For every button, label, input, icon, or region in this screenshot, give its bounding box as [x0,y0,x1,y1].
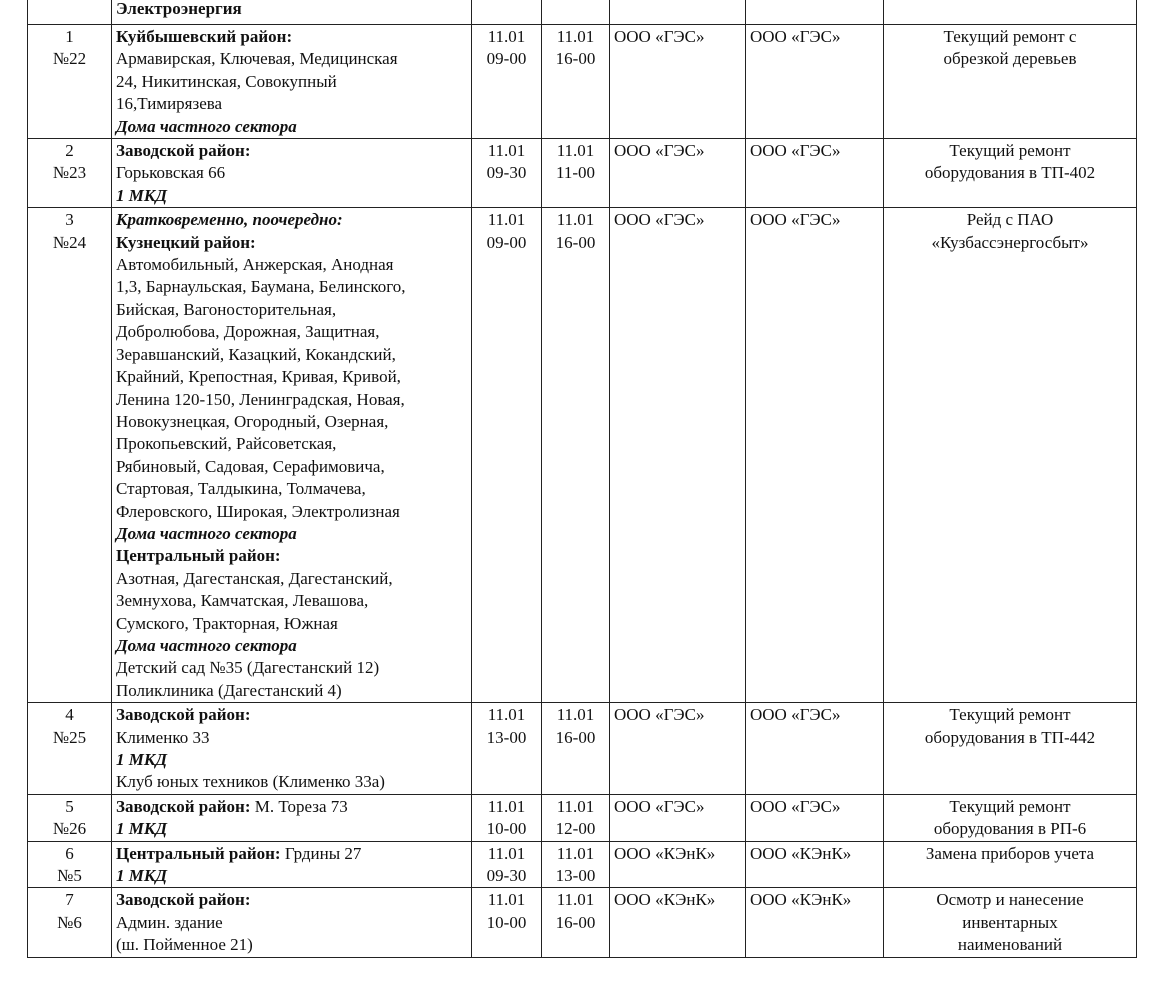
address-line [116,411,467,433]
end-cell [542,139,610,208]
responsible-cell [746,794,884,841]
end-time: 16-00 [555,912,596,932]
address-line [116,613,467,635]
address-text: Админ. здание [116,912,223,932]
address-line [116,771,467,793]
address-line [116,321,467,343]
address-line [116,254,467,276]
address-line [116,433,467,455]
address-line [116,865,467,887]
reason-cell [884,208,1137,703]
reason-line: оборудования в РП-6 [933,819,1087,839]
section-empty-cell [884,0,1137,25]
address-text: Горьковская 66 [116,163,226,183]
row-number-cell [28,139,112,208]
address-cell [112,25,472,139]
district-label: Заводской район: [116,705,251,725]
address-line [116,680,467,702]
organization: ООО «ГЭС» [614,210,705,230]
district-label: Кузнецкий район: [116,232,256,252]
end-time: 11-00 [555,163,596,183]
responsible: ООО «ГЭС» [750,141,841,161]
address-text: Зеравшанский, Казацкий, Кокандский, [116,344,396,364]
address-text: 24, Никитинская, Совокупный [116,71,337,91]
address-text: Ленина 120-150, Ленинградская, Новая, [116,389,405,409]
address-cell [112,888,472,957]
district-label: Заводской район: [116,141,251,161]
start-time: 09-30 [486,866,527,886]
start-cell [472,208,542,703]
address-line [116,749,467,771]
end-cell [542,794,610,841]
start-cell [472,794,542,841]
address-cell [112,703,472,795]
start-cell [472,139,542,208]
address-line [116,704,467,726]
responsible-cell [746,139,884,208]
row-code: №22 [52,49,87,69]
address-text: Рябиновый, Садовая, Серафимовича, [116,456,385,476]
reason-line: Замена приборов учета [925,843,1095,863]
note-label: Кратковременно, поочередно: [116,210,343,230]
row-code: №5 [57,866,82,886]
address-line [116,727,467,749]
address-line [116,843,467,865]
table-row [28,888,1137,957]
address-line [116,366,467,388]
start-cell [472,841,542,888]
start-time: 09-00 [486,232,527,252]
end-cell [542,703,610,795]
responsible: ООО «ГЭС» [750,796,841,816]
organization-cell [610,794,746,841]
address-text: Новокузнецкая, Огородный, Озерная, [116,411,389,431]
reason-cell [884,888,1137,957]
reason-line: наименований [957,935,1063,955]
address-text: Бийская, Вагоносторительная, [116,299,337,319]
note-label: Дома частного сектора [116,116,297,136]
section-empty-cell [542,0,610,25]
table-body [28,0,1137,957]
address-text: Крайний, Крепостная, Кривая, Кривой, [116,367,401,387]
responsible-cell [746,703,884,795]
start-cell [472,888,542,957]
row-number-cell [28,703,112,795]
address-text: Грдины 27 [280,843,362,863]
address-text: Азотная, Дагестанская, Дагестанский, [116,568,393,588]
address-text: Добролюбова, Дорожная, Защитная, [116,322,380,342]
section-empty-cell [746,0,884,25]
end-date: 11.01 [556,210,595,230]
row-code: №24 [52,232,87,252]
start-date: 11.01 [487,796,526,816]
address-line [116,501,467,523]
address-line [116,116,467,138]
responsible: ООО «КЭнК» [750,890,852,910]
address-line [116,299,467,321]
reason-cell [884,25,1137,139]
reason-line: Осмотр и нанесение [936,890,1084,910]
address-line [116,344,467,366]
address-line [116,478,467,500]
row-number-cell [28,888,112,957]
address-cell [112,794,472,841]
address-line [116,48,467,70]
reason-line: Текущий ремонт [949,705,1071,725]
organization-cell [610,139,746,208]
note-label: Дома частного сектора [116,635,297,655]
end-date: 11.01 [556,27,595,46]
organization: ООО «ГЭС» [614,141,705,161]
note-label: 1 МКД [116,185,168,205]
address-text: Сумского, Тракторная, Южная [116,613,338,633]
address-line [116,590,467,612]
section-num-cell [28,0,112,25]
address-line [116,71,467,93]
address-line [116,456,467,478]
reason-line: Текущий ремонт с [943,27,1077,46]
start-cell [472,703,542,795]
row-code: №25 [52,727,87,747]
reason-cell [884,794,1137,841]
end-date: 11.01 [556,796,595,816]
reason-cell [884,841,1137,888]
end-date: 11.01 [556,843,595,863]
organization: ООО «КЭнК» [614,890,716,910]
end-cell [542,888,610,957]
row-number-cell [28,208,112,703]
organization: ООО «КЭнК» [614,843,716,863]
section-empty-cell [610,0,746,25]
table-row [28,703,1137,795]
district-label: Заводской район: [116,890,251,910]
responsible: ООО «ГЭС» [750,705,841,725]
district-label: Центральный район: [116,546,281,566]
address-text: Армавирская, Ключевая, Медицинская [116,49,398,69]
address-text: М. Тореза 73 [250,796,348,816]
address-line [116,389,467,411]
note-label: 1 МКД [116,750,168,769]
responsible-cell [746,208,884,703]
address-line [116,185,467,207]
organization-cell [610,208,746,703]
end-time: 12-00 [555,819,596,839]
row-number: 1 [65,27,74,46]
responsible-cell [746,841,884,888]
address-cell [112,139,472,208]
address-text: Детский сад №35 (Дагестанский 12) [116,658,380,678]
organization: ООО «ГЭС» [614,705,705,725]
end-date: 11.01 [556,141,595,161]
start-time: 09-00 [486,49,527,69]
row-code: №26 [52,819,87,839]
end-cell [542,208,610,703]
row-number: 4 [65,705,74,725]
end-date: 11.01 [556,890,595,910]
row-number: 2 [65,141,74,161]
row-number: 3 [65,210,74,230]
row-number: 7 [65,890,74,910]
organization-cell [610,703,746,795]
responsible-cell [746,25,884,139]
address-line [116,209,467,231]
address-text: Клуб юных техников (Клименко 33а) [116,772,385,792]
address-line [116,93,467,115]
start-date: 11.01 [487,705,526,725]
row-code: №6 [57,912,82,932]
address-line [116,232,467,254]
section-title: Электроэнергия [112,0,472,25]
address-line [116,934,467,956]
organization-cell [610,888,746,957]
reason-cell [884,703,1137,795]
end-time: 16-00 [555,49,596,69]
address-line [116,657,467,679]
reason-line: «Кузбассэнергосбыт» [931,232,1089,252]
responsible: ООО «ГЭС» [750,27,841,46]
address-text: (ш. Пойменное 21) [116,935,253,955]
address-text: Поликлиника (Дагестанский 4) [116,680,342,700]
table-row [28,208,1137,703]
address-text: Флеровского, Широкая, Электролизная [116,501,400,521]
address-text: Прокопьевский, Райсоветская, [116,434,337,454]
address-text: 16,Тимирязева [116,94,223,114]
reason-line: Текущий ремонт [949,141,1071,161]
table-row [28,25,1137,139]
reason-line: оборудования в ТП-442 [924,727,1096,747]
reason-cell [884,139,1137,208]
responsible: ООО «ГЭС» [750,210,841,230]
start-date: 11.01 [487,210,526,230]
start-date: 11.01 [487,27,526,46]
organization: ООО «ГЭС» [614,27,705,46]
address-line [116,140,467,162]
address-line [116,162,467,184]
row-number-cell [28,25,112,139]
start-cell [472,25,542,139]
section-empty-cell [472,0,542,25]
address-cell [112,841,472,888]
address-line [116,568,467,590]
row-number: 5 [65,796,74,816]
row-code: №23 [52,163,87,183]
organization: ООО «ГЭС» [614,796,705,816]
address-line [116,635,467,657]
row-number-cell [28,841,112,888]
start-date: 11.01 [487,141,526,161]
address-line [116,912,467,934]
table-row [28,139,1137,208]
reason-line: Рейд с ПАО [966,210,1054,230]
reason-line: оборудования в ТП-402 [924,163,1096,183]
address-line [116,523,467,545]
responsible-cell [746,888,884,957]
address-line [116,26,467,48]
end-cell [542,841,610,888]
start-date: 11.01 [487,890,526,910]
reason-line: Текущий ремонт [949,796,1071,816]
row-number-cell [28,794,112,841]
address-line [116,545,467,567]
note-label: 1 МКД [116,866,168,886]
address-line [116,818,467,840]
section-header-row [28,0,1137,25]
table-row [28,794,1137,841]
address-text: Земнухова, Камчатская, Левашова, [116,591,369,611]
row-number: 6 [65,843,74,863]
address-line [116,889,467,911]
reason-line: инвентарных [962,912,1058,932]
note-label: 1 МКД [116,819,168,839]
end-date: 11.01 [556,705,595,725]
end-cell [542,25,610,139]
address-line [116,796,467,818]
district-label: Куйбышевский район: [116,27,293,46]
address-text: 1,3, Барнаульская, Баумана, Белинского, [116,277,406,297]
responsible: ООО «КЭнК» [750,843,852,863]
end-time: 16-00 [555,232,596,252]
address-text: Клименко 33 [116,727,210,747]
address-text: Стартовая, Талдыкина, Толмачева, [116,479,366,499]
start-time: 10-00 [486,912,527,932]
address-text: Автомобильный, Анжерская, Анодная [116,255,394,275]
start-date: 11.01 [487,843,526,863]
district-label: Центральный район: [116,843,281,863]
note-label: Дома частного сектора [116,523,297,543]
start-time: 13-00 [486,727,527,747]
end-time: 13-00 [555,866,596,886]
start-time: 10-00 [486,819,527,839]
district-label: Заводской район: [116,796,251,816]
reason-line: обрезкой деревьев [943,49,1077,69]
end-time: 16-00 [555,727,596,747]
start-time: 09-30 [486,163,527,183]
address-cell [112,208,472,703]
table-row [28,841,1137,888]
outage-schedule-table [27,0,1137,958]
organization-cell [610,25,746,139]
address-line [116,276,467,298]
organization-cell [610,841,746,888]
